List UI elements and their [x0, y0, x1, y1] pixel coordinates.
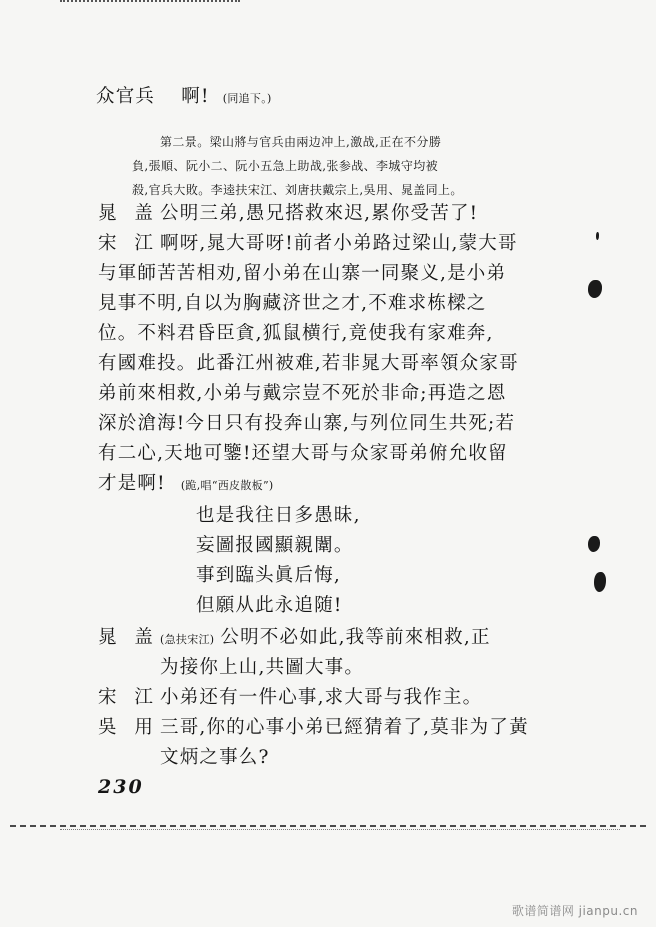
dialogue-line: [98, 713, 529, 739]
song-verse: 但願从此永追随!: [196, 595, 343, 616]
dialogue-text: 小弟还有一件心事,求大哥与我作主。: [160, 687, 483, 708]
dialogue-text: 公明三弟,愚兄搭救來迟,累你受苦了!: [160, 203, 479, 224]
dialogue-text: 为接你上山,共圖大事。: [160, 657, 365, 678]
song-verse: 事到臨头眞后悔,: [196, 565, 341, 586]
ink-blot: [588, 536, 600, 552]
top-edge-mark: [60, 0, 240, 6]
heading-speaker: 众官兵: [96, 86, 156, 107]
ink-blot: [594, 572, 606, 592]
dialogue-line: 弟前來相救,小弟与戴宗豈不死於非命;再造之恩: [98, 383, 507, 404]
ink-blot: [596, 232, 599, 240]
stage-direction-line-2: 負,張順、阮小二、阮小五急上助战,张参战、李城守均被: [132, 159, 439, 173]
dialogue-line: 有國难投。此番江州被难,若非晁大哥率領众家哥: [98, 353, 519, 374]
dialogue-line: [98, 623, 491, 649]
song-verse: 妄圖报國顯親闈。: [196, 535, 354, 556]
dialogue-line: 有二心,天地可鑒!还望大哥与众家哥弟俯允收留: [98, 443, 508, 464]
ink-blot: [588, 280, 602, 298]
speaker-name: 晁 盖: [98, 203, 159, 224]
speaker-name: 宋 江: [98, 687, 159, 708]
page-bottom-rule-dotted: [60, 829, 620, 830]
dialogue-text: 三哥,你的心事小弟已經猜着了,莫非为了黃: [160, 717, 529, 738]
dialogue-line: [98, 199, 478, 225]
dialogue-line: [98, 469, 273, 495]
heading-line: [96, 82, 272, 108]
dialogue-line: [98, 743, 270, 769]
dialogue-line: [98, 653, 364, 679]
song-verse: 也是我往日多愚昧,: [196, 505, 361, 526]
dialogue-text: 才是啊!: [98, 473, 166, 494]
speaker-name: 宋 江: [98, 233, 159, 254]
singing-note: (跪,唱“西皮散板”): [180, 479, 274, 492]
heading-speech: 啊!: [181, 86, 210, 107]
dialogue-line: [98, 683, 482, 709]
page-bottom-rule: [10, 825, 646, 827]
site-watermark: 歌谱简谱网 jianpu.cn: [511, 904, 638, 918]
dialogue-line: [98, 229, 518, 255]
stage-direction-line-1: 第二景。梁山將与官兵由兩边冲上,激战,正在不分勝: [160, 135, 442, 149]
dialogue-line: 与軍師苦苦相劝,留小弟在山寨一同聚义,是小弟: [98, 263, 507, 284]
page-number: 230: [98, 776, 144, 798]
dialogue-line: 深於滄海!今日只有投奔山寨,与列位同生共死;若: [98, 413, 516, 434]
dialogue-line: 位。不料君昏臣貪,狐鼠横行,竟使我有家难奔,: [98, 323, 494, 344]
heading-note: (同追下。): [222, 92, 272, 105]
dialogue-text: 啊呀,晁大哥呀!前者小弟路过梁山,蒙大哥: [160, 233, 518, 254]
stage-direction-line-3: 殺,官兵大敗。李逵扶宋江、刘唐扶戴宗上,吳用、晁盖同上。: [132, 183, 463, 197]
dialogue-line: 見事不明,自以为胸藏济世之才,不难求栋樑之: [98, 293, 487, 314]
speaker-name: 吳 用: [98, 717, 159, 738]
speaker-name: 晁 盖: [98, 627, 159, 648]
dialogue-text: 文炳之事么?: [160, 747, 270, 768]
action-note: (急扶宋江): [160, 633, 215, 646]
dialogue-text: 公明不必如此,我等前來相救,正: [220, 627, 491, 648]
